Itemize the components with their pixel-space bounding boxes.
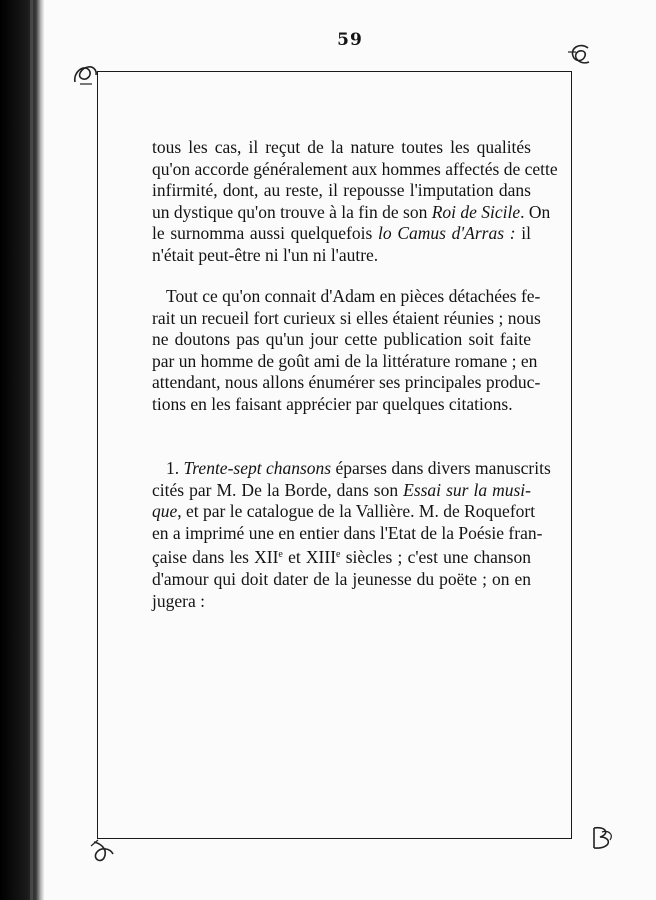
text-line: d'amour qui doit dater de la jeunesse du poëte ; on en	[152, 568, 531, 589]
text-line: tous les cas, il reçut de la nature toutes les qualités	[152, 137, 531, 157]
text-run: et XIII	[282, 547, 337, 568]
title-roi-de-sicile: Roi de Sicile	[431, 201, 521, 222]
text-line	[152, 544, 531, 569]
superscript: e	[336, 549, 341, 561]
book-spine-edge	[30, 0, 33, 900]
text-line: en a imprimé une en entier dans l'Etat de la Poésie fran-	[152, 522, 543, 543]
paragraph-2	[152, 286, 541, 416]
flourish-icon	[88, 836, 118, 866]
text-run: , et par le catalogue de la Vallière. M. de Roquefort	[177, 501, 536, 522]
text-line	[152, 458, 551, 480]
text-line: n'était peut-être ni l'un ni l'autre.	[152, 244, 379, 265]
text-line: attendant, nous allons énumérer ses principales produc-	[152, 372, 541, 393]
text-run: cités par M. De la Borde, dans son	[152, 479, 404, 500]
book-spine-shadow	[0, 0, 44, 900]
text-run: il	[515, 223, 531, 244]
nickname-camus-darras: lo Camus d'Arras :	[378, 223, 516, 244]
flourish-icon	[564, 40, 594, 70]
text-line: tions en les faisant apprécier par quelques citations.	[152, 393, 513, 414]
text-line	[152, 480, 531, 502]
text-line: infirmité, dont, au reste, il repousse l'imputation dans	[152, 180, 531, 201]
superscript: e	[278, 549, 283, 561]
text-run: çaise dans les XII	[152, 547, 279, 568]
text-line: ne doutons pas qu'un jour cette publication soit faite	[152, 329, 531, 350]
text-line: jugera :	[152, 590, 205, 611]
title-trente-sept-chansons: Trente-sept chansons	[183, 458, 332, 478]
text-run: un dystique qu'on trouve à la fin de son	[152, 201, 432, 222]
flourish-icon	[70, 60, 100, 90]
text-run: siècles ; c'est une chanson	[340, 547, 531, 568]
text-line	[152, 501, 536, 523]
text-line: rait un recueil fort curieux si elles étaient réunies ; nous	[152, 307, 541, 328]
text-line: par un homme de goût ami de la littérature romane ; en	[152, 350, 538, 371]
page-number: 59	[337, 30, 363, 50]
text-line: qu'on accorde généralement aux hommes affectés de cette	[152, 158, 558, 179]
paragraph-3	[152, 458, 551, 612]
text-run: 1.	[166, 458, 184, 478]
flourish-icon	[588, 822, 618, 852]
paragraph-1	[152, 137, 558, 267]
text-run: éparses dans divers manuscrits	[331, 458, 551, 478]
text-line	[152, 201, 551, 224]
text-run: le surnomma aussi quelquefois	[152, 223, 378, 244]
text-run: . On	[520, 201, 551, 222]
text-line: Tout ce qu'on connait d'Adam en pièces détachées fe-	[166, 286, 541, 306]
title-essai-sur-la-musique-end: que	[152, 501, 178, 522]
text-line	[152, 223, 531, 245]
title-essai-sur-la-musique: Essai sur la musi-	[403, 479, 531, 500]
